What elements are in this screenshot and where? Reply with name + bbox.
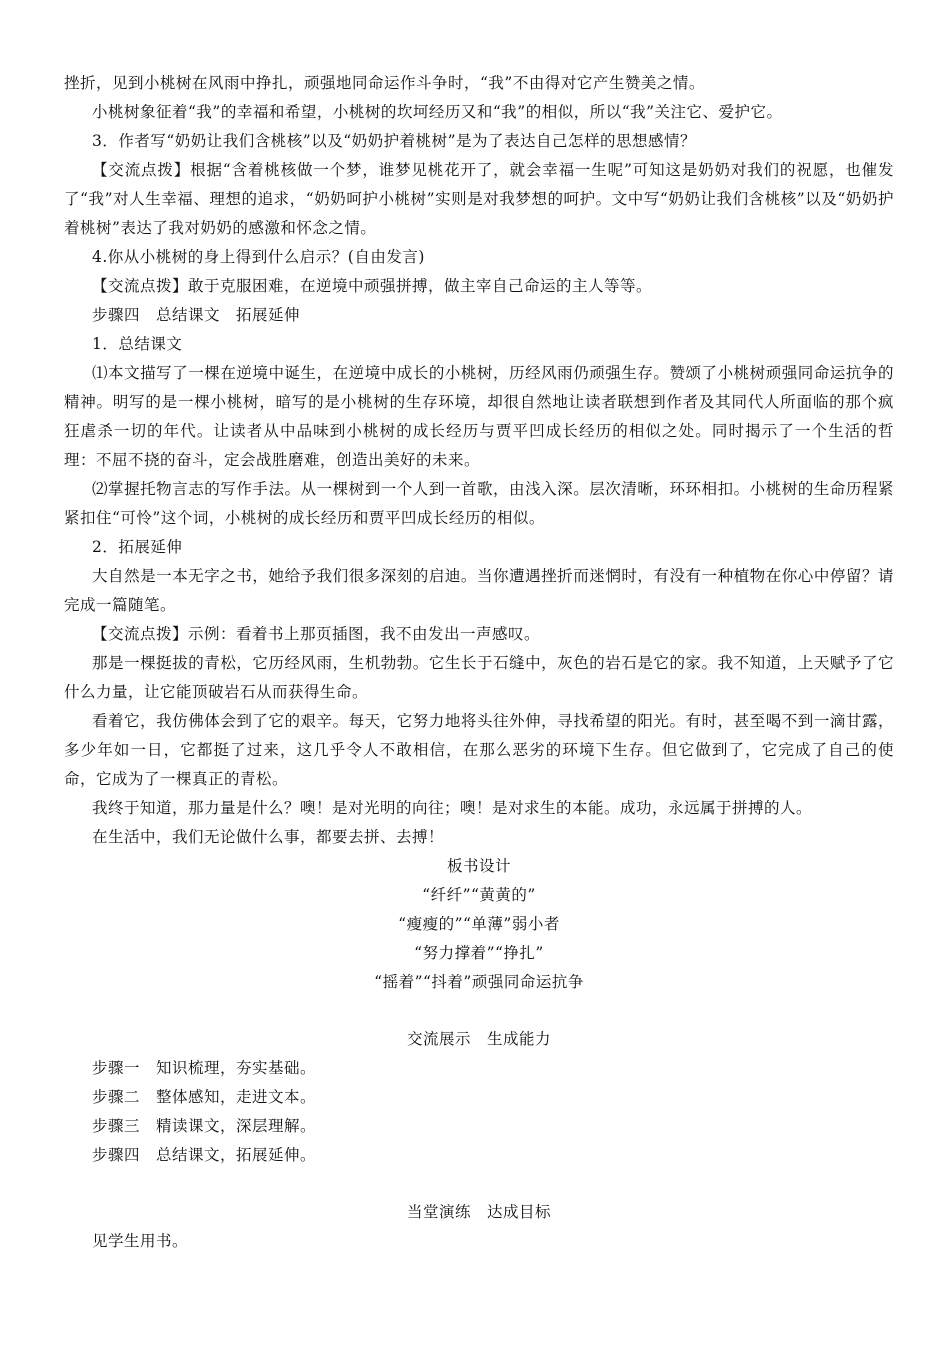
- example-paragraph-3: 我终于知道，那力量是什么？噢！是对光明的向往；噢！是对求生的本能。成功，永远属于拼搏的人。: [92, 799, 813, 817]
- question-4: 4.你从小桃树的身上得到什么启示？(自由发言): [92, 248, 425, 266]
- board-design-title: 板书设计: [446, 857, 511, 875]
- board-line-4: “摇着”“抖着”顽强同命运抗争: [374, 973, 584, 991]
- answer-4: 【交流点拨】敢于克服困难，在逆境中顽强拼搏，做主宰自己命运的主人等等。: [92, 277, 653, 295]
- step-four-heading: 步骤四 总结课文 拓展延伸: [92, 306, 301, 324]
- summary-point-1: ⑴本文描写了一棵在逆境中诞生，在逆境中成长的小桃树，历经风雨仍顽强生存。赞颂了小桃树顽强同命运抗争的精神。明写的是一棵小桃树，暗写的是小桃树的生存环境，却很自然地让读者联想到作者及其同代人所面临的那个疯狂虐杀一切的年代。让读者从中品味到小桃树的成长经历与贾平凹成长经历的相似之处。同时揭示了一个生活的哲理：不屈不挠的奋斗，定会战胜磨难，创造出美好的未来。: [64, 364, 894, 469]
- exchange-step-3: 步骤三 精读课文，深层理解。: [92, 1117, 317, 1135]
- answer-3: 【交流点拨】根据“含着桃核做一个梦，谁梦见桃花开了，就会幸福一生呢”可知这是奶奶对我们的祝愿，也催发了“我”对人生幸福、理想的追求，“奶奶呵护小桃树”实则是对我梦想的呵护。文中写“奶奶让我们含桃核”以及“奶奶护着桃树”表达了我对奶奶的感激和怀念之情。: [64, 161, 894, 237]
- extension-heading: 2．拓展延伸: [92, 538, 183, 556]
- board-line-2: “瘦瘦的”“单薄”弱小者: [398, 915, 560, 933]
- summary-heading: 1．总结课文: [92, 335, 183, 353]
- example-paragraph-1: 那是一棵挺拔的青松，它历经风雨，生机勃勃。它生长于石缝中，灰色的岩石是它的家。我不知道，上天赋予了它什么力量，让它能顶破岩石从而获得生命。: [64, 654, 894, 701]
- example-paragraph-2: 看着它，我仿佛体会到了它的艰辛。每天，它努力地将头往外伸，寻找希望的阳光。有时，甚至喝不到一滴甘露，多少年如一日，它都挺了过来，这几乎令人不敢相信，在那么恶劣的环境下生存。但它做到了，它完成了自己的使命，它成为了一棵真正的青松。: [64, 712, 894, 788]
- board-line-1: “纤纤”“黄黄的”: [422, 886, 536, 904]
- summary-point-2: ⑵掌握托物言志的写作手法。从一棵树到一个人到一首歌，由浅入深。层次清晰，环环相扣。小桃树的生命历程紧紧扣住“可怜”这个词，小桃树的成长经历和贾平凹成长经历的相似。: [64, 480, 894, 527]
- example-intro: 【交流点拨】示例：看着书上那页插图，我不由发出一声感叹。: [92, 625, 541, 643]
- exchange-step-4: 步骤四 总结课文，拓展延伸。: [92, 1146, 317, 1164]
- paragraph-symbol: 小桃树象征着“我”的幸福和希望，小桃树的坎坷经历又和“我”的相似，所以“我”关注它、爱护它。: [92, 103, 783, 121]
- example-paragraph-4: 在生活中，我们无论做什么事，都要去拼、去搏！: [92, 828, 445, 846]
- practice-section-title: 当堂演练 达成目标: [406, 1203, 551, 1221]
- exchange-section-title: 交流展示 生成能力: [406, 1030, 551, 1048]
- extension-prompt: 大自然是一本无字之书，她给予我们很多深刻的启迪。当你遭遇挫折而迷惘时，有没有一种植物在你心中停留？请完成一篇随笔。: [64, 567, 894, 614]
- question-3: 3．作者写“奶奶让我们含桃核”以及“奶奶护着桃树”是为了表达自己怎样的思想感情？: [92, 132, 697, 150]
- board-line-3: “努力撑着”“挣扎”: [414, 944, 544, 962]
- exchange-step-1: 步骤一 知识梳理，夯实基础。: [92, 1059, 317, 1077]
- practice-text: 见学生用书。: [92, 1232, 189, 1250]
- exchange-step-2: 步骤二 整体感知，走进文本。: [92, 1088, 317, 1106]
- paragraph-hardship: 挫折，见到小桃树在风雨中挣扎，顽强地同命运作斗争时，“我”不由得对它产生赞美之情。: [64, 74, 705, 92]
